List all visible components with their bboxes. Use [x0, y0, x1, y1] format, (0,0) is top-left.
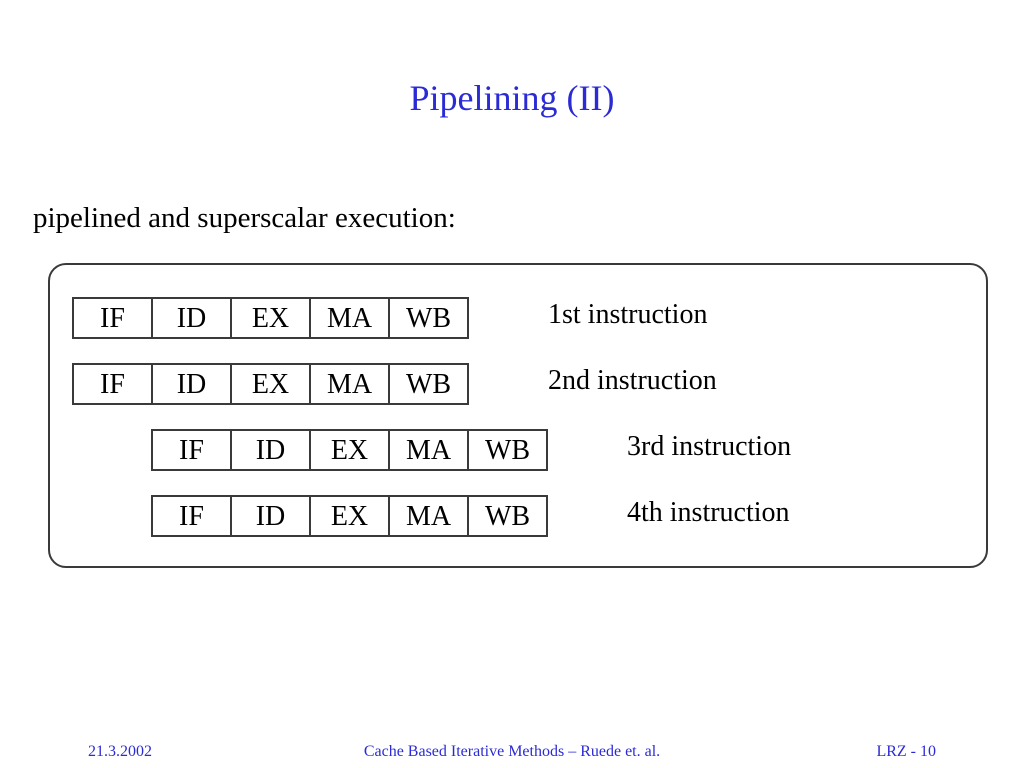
stage-ma: MA [311, 365, 390, 403]
stage-ma: MA [390, 431, 469, 469]
stage-strip [151, 429, 548, 471]
slide-title: Pipelining (II) [409, 78, 615, 118]
stage-id: ID [232, 431, 311, 469]
instruction-label: 4th instruction [627, 497, 790, 528]
stage-ex: EX [311, 431, 390, 469]
instruction-label: 2nd instruction [548, 365, 717, 396]
stage-strip [72, 297, 469, 339]
footer-page-number: LRZ - 10 [876, 743, 936, 760]
stage-wb: WB [390, 299, 469, 337]
stage-if: IF [153, 431, 232, 469]
pipeline-row-4 [151, 495, 851, 537]
instruction-label: 1st instruction [548, 299, 708, 330]
stage-strip [151, 495, 548, 537]
stage-wb: WB [390, 365, 469, 403]
stage-if: IF [74, 299, 153, 337]
pipeline-row-3 [151, 429, 851, 471]
stage-ma: MA [390, 497, 469, 535]
stage-wb: WB [469, 431, 548, 469]
stage-ma: MA [311, 299, 390, 337]
pipeline-row-2 [72, 363, 772, 405]
instruction-label: 3rd instruction [627, 431, 792, 462]
stage-wb: WB [469, 497, 548, 535]
pipeline-diagram-frame [48, 263, 988, 568]
stage-ex: EX [311, 497, 390, 535]
footer-date: 21.3.2002 [88, 743, 152, 760]
stage-id: ID [153, 299, 232, 337]
footer-title: Cache Based Iterative Methods – Ruede et. al. [363, 743, 661, 760]
stage-if: IF [153, 497, 232, 535]
stage-if: IF [74, 365, 153, 403]
slide-subtitle: pipelined and superscalar execution: [33, 202, 456, 234]
stage-id: ID [232, 497, 311, 535]
pipeline-row-1 [72, 297, 772, 339]
stage-id: ID [153, 365, 232, 403]
stage-strip [72, 363, 469, 405]
stage-ex: EX [232, 299, 311, 337]
stage-ex: EX [232, 365, 311, 403]
